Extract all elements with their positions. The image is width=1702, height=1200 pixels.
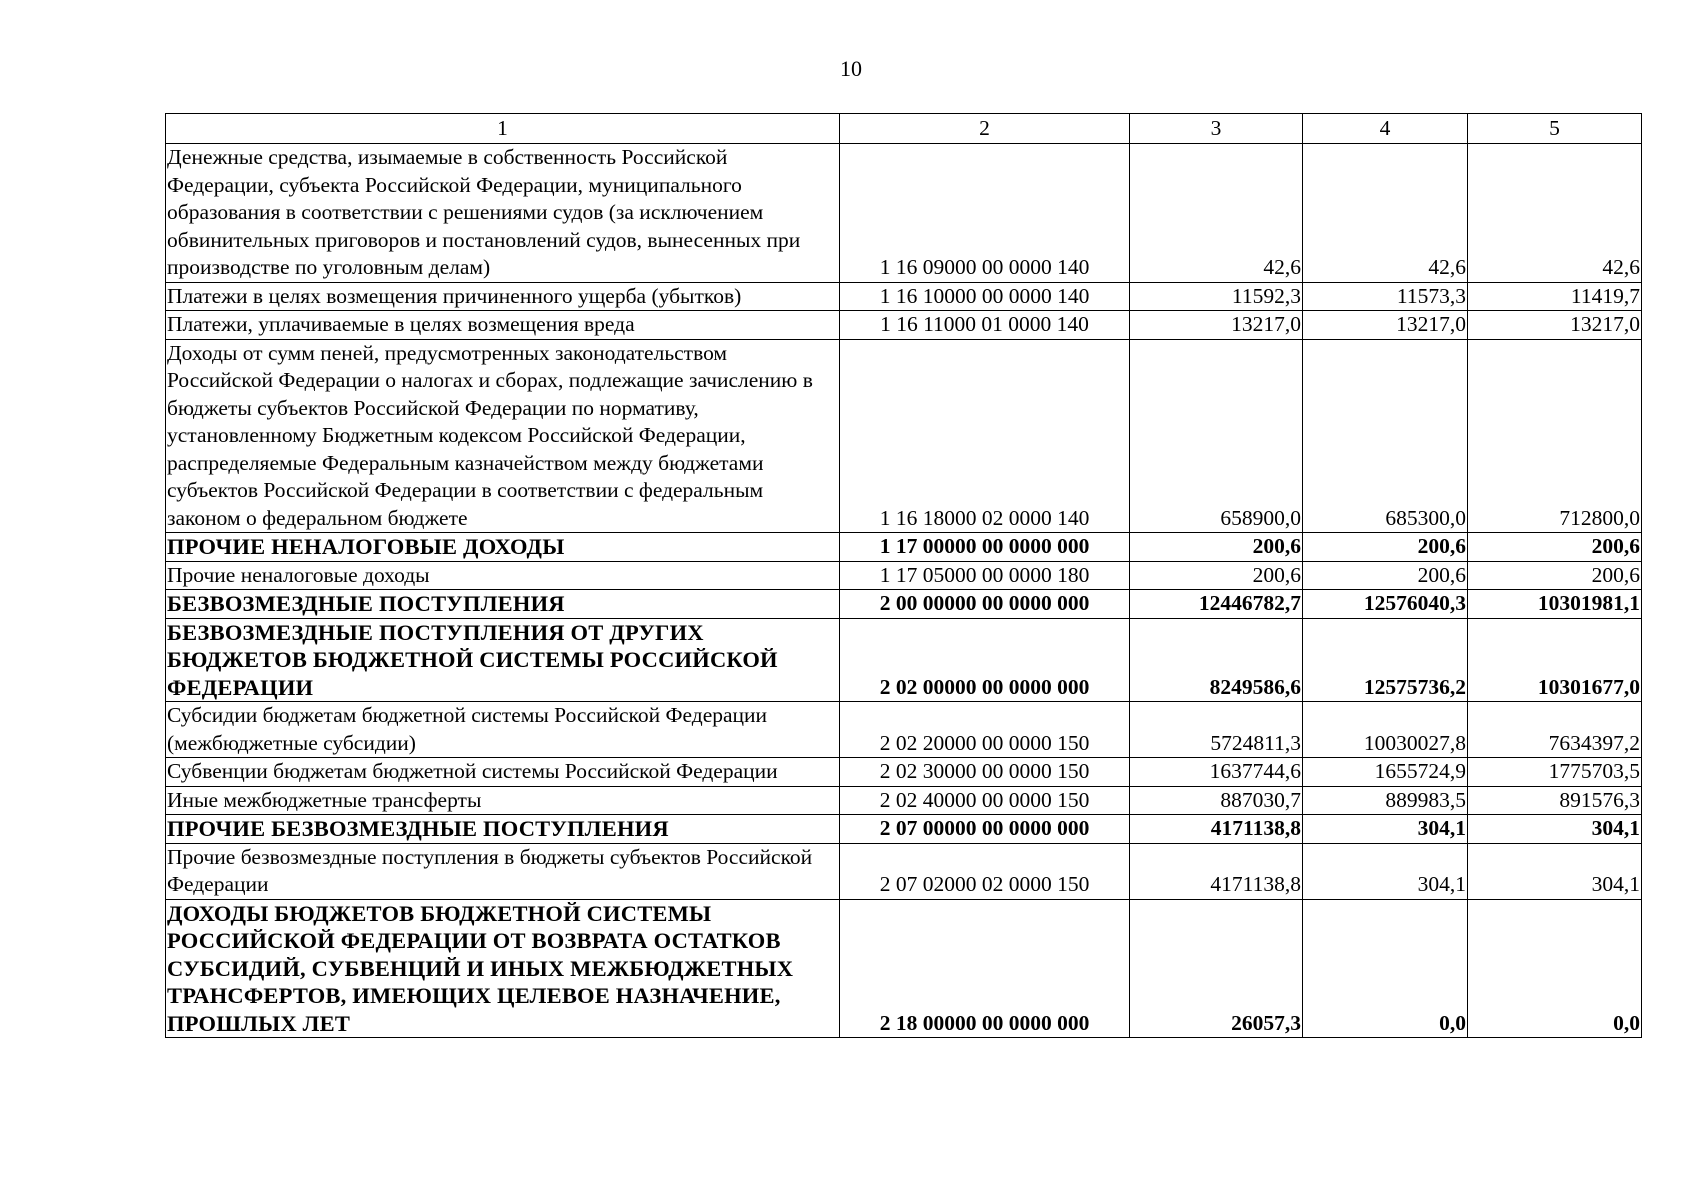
budget-code-cell: 1 17 05000 00 0000 180 bbox=[840, 561, 1130, 590]
value-col3-cell: 1637744,6 bbox=[1130, 758, 1303, 787]
value-col5-cell: 42,6 bbox=[1468, 144, 1642, 283]
value-col4-cell: 42,6 bbox=[1303, 144, 1468, 283]
column-header-3: 3 bbox=[1130, 114, 1303, 144]
table-row bbox=[166, 786, 1642, 815]
value-col3-cell: 26057,3 bbox=[1130, 899, 1303, 1038]
value-col4-cell: 12575736,2 bbox=[1303, 618, 1468, 702]
value-col5-cell: 304,1 bbox=[1468, 843, 1642, 899]
value-col4-cell: 889983,5 bbox=[1303, 786, 1468, 815]
value-col4-cell: 13217,0 bbox=[1303, 311, 1468, 340]
table-row bbox=[166, 311, 1642, 340]
value-col3-cell: 4171138,8 bbox=[1130, 815, 1303, 844]
table-row-section bbox=[166, 899, 1642, 1038]
revenue-name-cell: Платежи, уплачиваемые в целях возмещения вреда bbox=[166, 311, 840, 340]
revenue-name-cell: Доходы от сумм пеней, предусмотренных законодательством Российской Федерации о налогах и сборах, подлежащие зачислению в бюджеты субъектов Российской Федерации по нормативу, установленному Бюджетным кодексом Российской Федерации, распределяемые Федеральным казначейством между бюджетами субъектов Российской Федерации в соответствии с федеральным законом о федеральном бюджете bbox=[166, 339, 840, 533]
table-row bbox=[166, 758, 1642, 787]
value-col5-cell: 10301981,1 bbox=[1468, 590, 1642, 619]
budget-code-cell: 2 07 00000 00 0000 000 bbox=[840, 815, 1130, 844]
value-col3-cell: 887030,7 bbox=[1130, 786, 1303, 815]
value-col3-cell: 13217,0 bbox=[1130, 311, 1303, 340]
column-header-2: 2 bbox=[840, 114, 1130, 144]
table-header-row bbox=[166, 114, 1642, 144]
page-number: 10 bbox=[840, 56, 862, 81]
revenue-name-cell: Субвенции бюджетам бюджетной системы Российской Федерации bbox=[166, 758, 840, 787]
value-col4-cell: 200,6 bbox=[1303, 533, 1468, 562]
value-col3-cell: 200,6 bbox=[1130, 561, 1303, 590]
revenue-name-cell: Иные межбюджетные трансферты bbox=[166, 786, 840, 815]
value-col3-cell: 4171138,8 bbox=[1130, 843, 1303, 899]
value-col4-cell: 12576040,3 bbox=[1303, 590, 1468, 619]
budget-code-cell: 1 16 11000 01 0000 140 bbox=[840, 311, 1130, 340]
value-col4-cell: 11573,3 bbox=[1303, 282, 1468, 311]
budget-code-cell: 2 18 00000 00 0000 000 bbox=[840, 899, 1130, 1038]
value-col5-cell: 10301677,0 bbox=[1468, 618, 1642, 702]
value-col3-cell: 5724811,3 bbox=[1130, 702, 1303, 758]
table-row bbox=[166, 561, 1642, 590]
budget-code-cell: 2 02 00000 00 0000 000 bbox=[840, 618, 1130, 702]
revenue-name-cell: БЕЗВОЗМЕЗДНЫЕ ПОСТУПЛЕНИЯ bbox=[166, 590, 840, 619]
table-row-section bbox=[166, 618, 1642, 702]
budget-code-cell: 2 00 00000 00 0000 000 bbox=[840, 590, 1130, 619]
value-col5-cell: 13217,0 bbox=[1468, 311, 1642, 340]
revenue-name-cell: ПРОЧИЕ НЕНАЛОГОВЫЕ ДОХОДЫ bbox=[166, 533, 840, 562]
budget-code-cell: 1 16 18000 02 0000 140 bbox=[840, 339, 1130, 533]
revenue-name-cell: ДОХОДЫ БЮДЖЕТОВ БЮДЖЕТНОЙ СИСТЕМЫ РОССИЙСКОЙ ФЕДЕРАЦИИ ОТ ВОЗВРАТА ОСТАТКОВ СУБСИДИЙ, СУБВЕНЦИЙ И ИНЫХ МЕЖБЮДЖЕТНЫХ ТРАНСФЕРТОВ, ИМЕЮЩИХ ЦЕЛЕВОЕ НАЗНАЧЕНИЕ, ПРОШЛЫХ ЛЕТ bbox=[166, 899, 840, 1038]
table-row bbox=[166, 843, 1642, 899]
table-row-section bbox=[166, 533, 1642, 562]
value-col4-cell: 0,0 bbox=[1303, 899, 1468, 1038]
budget-code-cell: 1 16 10000 00 0000 140 bbox=[840, 282, 1130, 311]
table-row bbox=[166, 702, 1642, 758]
budget-code-cell: 1 17 00000 00 0000 000 bbox=[840, 533, 1130, 562]
table-row bbox=[166, 144, 1642, 283]
value-col5-cell: 1775703,5 bbox=[1468, 758, 1642, 787]
table-row bbox=[166, 339, 1642, 533]
value-col5-cell: 200,6 bbox=[1468, 561, 1642, 590]
table-row-section bbox=[166, 815, 1642, 844]
value-col4-cell: 200,6 bbox=[1303, 561, 1468, 590]
value-col3-cell: 200,6 bbox=[1130, 533, 1303, 562]
value-col4-cell: 304,1 bbox=[1303, 815, 1468, 844]
budget-code-cell: 2 02 20000 00 0000 150 bbox=[840, 702, 1130, 758]
budget-code-cell: 2 07 02000 02 0000 150 bbox=[840, 843, 1130, 899]
revenue-name-cell: БЕЗВОЗМЕЗДНЫЕ ПОСТУПЛЕНИЯ ОТ ДРУГИХ БЮДЖЕТОВ БЮДЖЕТНОЙ СИСТЕМЫ РОССИЙСКОЙ ФЕДЕРАЦИИ bbox=[166, 618, 840, 702]
value-col5-cell: 0,0 bbox=[1468, 899, 1642, 1038]
value-col3-cell: 42,6 bbox=[1130, 144, 1303, 283]
value-col3-cell: 11592,3 bbox=[1130, 282, 1303, 311]
table-row bbox=[166, 282, 1642, 311]
budget-code-cell: 2 02 40000 00 0000 150 bbox=[840, 786, 1130, 815]
value-col3-cell: 12446782,7 bbox=[1130, 590, 1303, 619]
table-row-section bbox=[166, 590, 1642, 619]
revenue-name-cell: ПРОЧИЕ БЕЗВОЗМЕЗДНЫЕ ПОСТУПЛЕНИЯ bbox=[166, 815, 840, 844]
revenue-name-cell: Платежи в целях возмещения причиненного ущерба (убытков) bbox=[166, 282, 840, 311]
revenue-name-cell: Субсидии бюджетам бюджетной системы Российской Федерации (межбюджетные субсидии) bbox=[166, 702, 840, 758]
revenue-name-cell: Прочие безвозмездные поступления в бюджеты субъектов Российской Федерации bbox=[166, 843, 840, 899]
revenue-table bbox=[165, 113, 1642, 1038]
value-col5-cell: 712800,0 bbox=[1468, 339, 1642, 533]
value-col4-cell: 685300,0 bbox=[1303, 339, 1468, 533]
value-col5-cell: 304,1 bbox=[1468, 815, 1642, 844]
table-body bbox=[166, 114, 1642, 1038]
value-col5-cell: 200,6 bbox=[1468, 533, 1642, 562]
value-col5-cell: 11419,7 bbox=[1468, 282, 1642, 311]
value-col5-cell: 7634397,2 bbox=[1468, 702, 1642, 758]
value-col4-cell: 1655724,9 bbox=[1303, 758, 1468, 787]
value-col3-cell: 658900,0 bbox=[1130, 339, 1303, 533]
column-header-4: 4 bbox=[1303, 114, 1468, 144]
revenue-name-cell: Прочие неналоговые доходы bbox=[166, 561, 840, 590]
column-header-1: 1 bbox=[166, 114, 840, 144]
value-col5-cell: 891576,3 bbox=[1468, 786, 1642, 815]
value-col4-cell: 304,1 bbox=[1303, 843, 1468, 899]
budget-code-cell: 1 16 09000 00 0000 140 bbox=[840, 144, 1130, 283]
column-header-5: 5 bbox=[1468, 114, 1642, 144]
value-col3-cell: 8249586,6 bbox=[1130, 618, 1303, 702]
revenue-name-cell: Денежные средства, изымаемые в собственность Российской Федерации, субъекта Российской Федерации, муниципального образования в соответствии с решениями судов (за исключением обвинительных приговоров и постановлений судов, вынесенных при производстве по уголовным делам) bbox=[166, 144, 840, 283]
budget-code-cell: 2 02 30000 00 0000 150 bbox=[840, 758, 1130, 787]
value-col4-cell: 10030027,8 bbox=[1303, 702, 1468, 758]
